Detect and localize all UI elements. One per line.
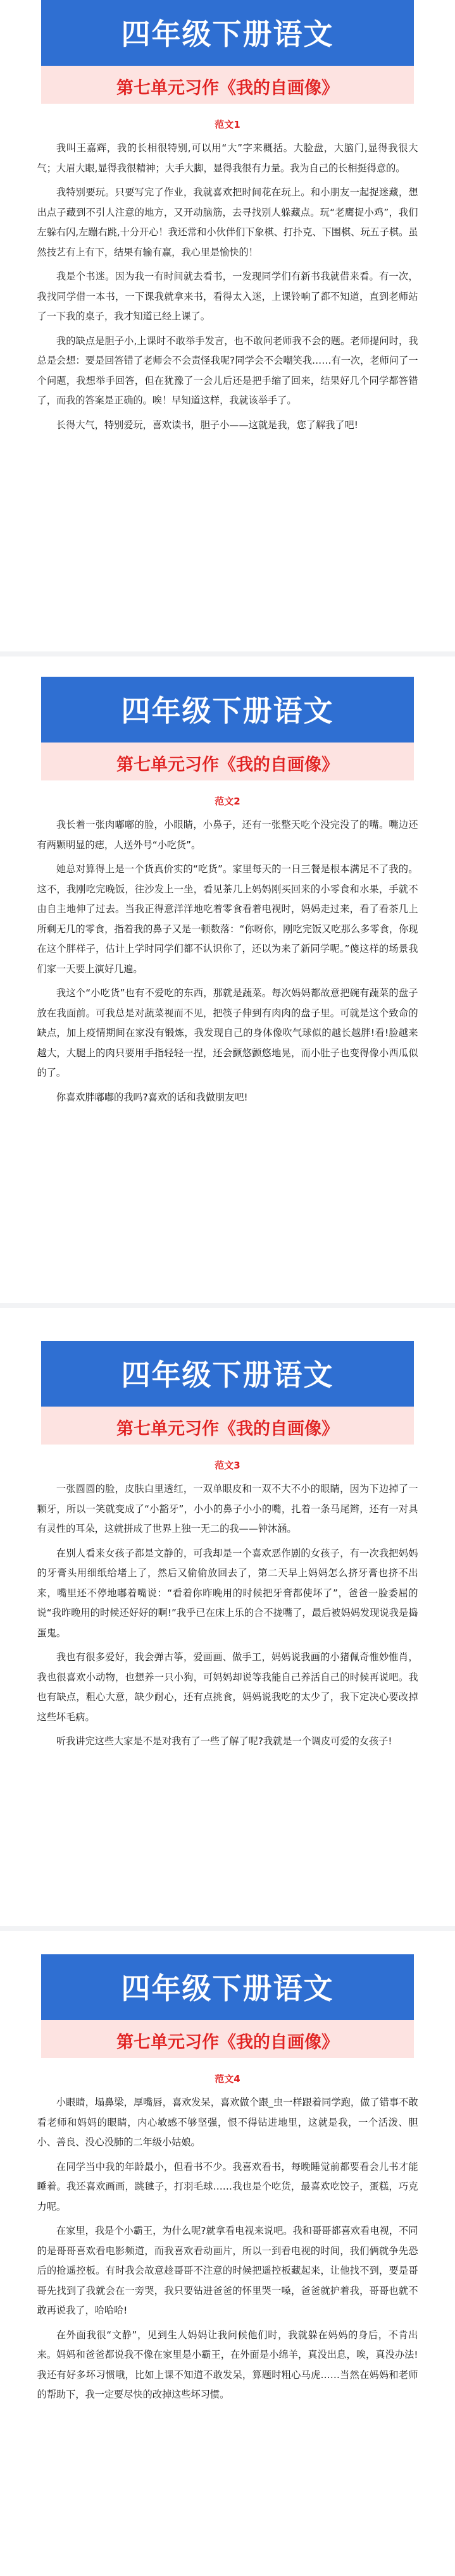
banner-title: 四年级下册语文 (121, 694, 334, 728)
sample-label: 范文4 (215, 2073, 240, 2085)
ribbon-text: 第七单元习作《我的自画像》 (116, 1419, 339, 1439)
paragraph: 在别人看来女孩子都是文静的，可我却是一个喜欢恶作剧的女孩子，有一次我把妈妈的牙膏头用细纸给堵上了，然后又偷偷放回去了，第二天早上妈妈怎么挤牙膏也挤不出来，嘴里还不停地嘟着嘴说：“看着你昨晚用的时候把牙膏都使坏了”，爸爸一脸委屈的说“我昨晚用的时候还好好的啊!”我乎已在床上乐的合不拢嘴了，最后被妈妈发现说我是捣蛋鬼。 (37, 1547, 418, 1639)
essay-body (37, 815, 418, 1107)
subtitle-ribbon (41, 1407, 414, 1445)
banner-title: 四年级下册语文 (121, 1358, 334, 1392)
paragraph: 小眼睛，塌鼻梁，厚嘴唇，喜欢发呆，喜欢做个跟_虫一样跟着同学跑，做了错事不敢看老师和妈妈的眼睛，内心敏感不够坚强，恨不得钻进地里，这就是我，一个活泼、胆小、善良、没心没肺的二年级小姑娘。 (37, 2097, 418, 2148)
sample-label: 范文2 (215, 796, 240, 807)
paragraph: 我特别要玩。只要写完了作业，我就喜欢把时间花在玩上。和小朋友一起捉迷藏，想出点子藏到不引人注意的地方，又开动脑筋，去寻找别人躲藏点。玩“老鹰捉小鸡”，我们左躲右闪,左蹦右跳,十分开心！我还常和小伙伴们下象棋、打扑克、下围棋、玩五子棋。虽然技艺有上有下，结果有输有赢，我心里是愉快的！ (37, 187, 418, 258)
paragraph: 我叫王嘉辉，我的长相很特别,可以用“大”字来概括。大脸盘，大脑门,显得我很大气；大眉大眼,显得我很精神；大手大脚，显得我很有力量。我为自己的长相挺得意的。 (37, 142, 418, 174)
section-divider (0, 1926, 455, 1931)
paragraph: 长得大气，特别爱玩，喜欢读书，胆子小——这就是我，您了解我了吧! (56, 419, 358, 431)
title-banner (41, 0, 414, 66)
sample-label: 范文3 (215, 1460, 240, 1471)
ribbon-text: 第七单元习作《我的自画像》 (116, 2033, 339, 2052)
essay-card-3 (0, 1341, 455, 1756)
paragraph: 听我讲完这些大家是不是对我有了一些了解了呢?我就是一个调皮可爱的女孩子! (56, 1735, 392, 1747)
banner-title: 四年级下册语文 (121, 17, 334, 51)
paragraph: 你喜欢胖嘟嘟的我吗?喜欢的话和我做朋友吧! (56, 1091, 248, 1103)
paragraph: 她总对算得上是一个货真价实的“吃货”。家里每天的一日三餐是根本满足不了我的。这不，我刚吃完晚饭，往沙发上一坐，看见茶几上妈妈刚买回来的小零食和水果，手就不由自主地伸了过去。当我正得意洋洋地吃着零食看着电视时，妈妈走过来，看了看茶几上所剩无几的零食，指着我的鼻子又是一顿数落：“你呀你，刚吃完饭又吃那么多零食，你现在这个胖样子，估计上学时同学们都不认识你了，还以为来了新同学呢。”傻这样的场景我们家一天要上演好几遍。 (37, 863, 418, 975)
paragraph: 我长着一张肉嘟嘟的脸，小眼睛，小鼻子，还有一张整天吃个没完没了的嘴。嘴边还有两颗明显的痣，人送外号“小吃货”。 (37, 819, 418, 851)
title-banner (41, 677, 414, 743)
subtitle-ribbon (41, 743, 414, 780)
paragraph: 在外面我很“文静”，见到生人妈妈让我问候他们时，我就躲在妈妈的身后，不肯出来。妈妈和爸爸都说我不像在家里是小霸王，在外面是小绵羊，真没出息，唉，真没办法!我还有好多坏习惯哦，比如上课不知道不敢发呆，算题时粗心马虎……当然在妈妈和老师的帮助下，我一定要尽快的改掉这些坏习惯。 (37, 2329, 418, 2400)
section-divider (0, 651, 455, 656)
paragraph: 我也有很多爱好，我会弹古筝，爱画画、做手工，妈妈说我画的小猪佩奇惟妙惟肖，我也很喜欢小动物，也想养一只小狗，可妈妈却说等我能自己养活自己的时候再说吧。我也有缺点，粗心大意，缺少耐心，还有点挑食，妈妈说我吃的太少了，我下定决心要改掉这些坏毛病。 (37, 1651, 418, 1723)
title-banner (41, 1341, 414, 1407)
paragraph: 我是个书迷。因为我一有时间就去看书，一发现同学们有新书我就借来看。有一次，我找同学借一本书，一下课我就拿来书，看得太入迷，上课铃响了都不知道，直到老师站了一下我的桌子，我才知道已经上课了。 (37, 271, 418, 322)
paragraph: 一张圆圆的脸，皮肤白里透红，一双单眼皮和一双不大不小的眼睛，因为下边掉了一颗牙，所以一笑就变成了“小豁牙”，小小的鼻子小小的嘴，扎着一条马尾辫，还有一对具有灵性的耳朵，这就拼成了世界上独一无二的我——钟沐涵。 (37, 1483, 418, 1534)
paragraph: 我的缺点是胆子小,上课时不敢举手发言，也不敢问老师我不会的题。老师提问时，我总是会想：要是回答错了老师会不会责怪我呢?同学会不会嘲笑我……有一次，老师问了一个问题，我想举手回答，但在犹豫了一会儿后还是把手缩了回来，结果好几个同学都答错了，而我的答案是正确的。唉！早知道这样，我就该举手了。 (37, 335, 418, 406)
title-banner (41, 1954, 414, 2020)
subtitle-ribbon (41, 2020, 414, 2058)
paragraph: 我这个“小吃货”也有不爱吃的东西，那就是蔬菜。每次妈妈都故意把碗有蔬菜的盘子放在我面前。可我总是对蔬菜视而不见，把筷子伸到有肉肉的盘子里。可就是这个致命的缺点，加上疫情期间在家没有锻炼，我发现自己的身体像吹气球似的越长越胖!看!脸越来越大，大腿上的肉只要用手指轻轻一捏，还会颤悠颤悠地晃，而小肚子也变得像小西瓜似的了。 (37, 987, 418, 1078)
sample-label: 范文1 (215, 119, 240, 130)
paragraph: 在家里，我是个小霸王，为什么呢?就拿看电视来说吧。我和哥哥都喜欢看电视，不同的是哥哥喜欢看电影频道，而我喜欢看动画片，所以一到看电视的时间，我们俩就争先恐后的抢遥控板。有时我会故意趁哥哥不注意的时候把遥控板藏起来，让他找不到，要是哥哥先找到了我就会在一旁哭，我只要钻进爸爸的怀里哭一嗓，爸爸就护着我，哥哥也就不敢再说我了，哈哈哈! (37, 2225, 418, 2316)
essay-card-1 (0, 0, 455, 440)
ribbon-text: 第七单元习作《我的自画像》 (116, 78, 339, 98)
banner-title: 四年级下册语文 (121, 1971, 334, 2006)
essay-card-4 (0, 1954, 455, 2410)
essay-body (37, 1479, 418, 1752)
paragraph: 在同学当中我的年龄最小，但看书不少。我喜欢看书，每晚睡觉前都要看会儿书才能睡着。我还喜欢画画，跳毽子，打羽毛球……我也是个吃货，最喜欢吃饺子，蛋糕，巧克力呢。 (37, 2160, 418, 2212)
essay-card-2 (0, 677, 455, 1112)
section-divider (0, 1303, 455, 1308)
subtitle-ribbon (41, 66, 414, 104)
essay-body (37, 139, 418, 435)
ribbon-text: 第七单元习作《我的自画像》 (116, 755, 339, 775)
essay-body (37, 2093, 418, 2405)
